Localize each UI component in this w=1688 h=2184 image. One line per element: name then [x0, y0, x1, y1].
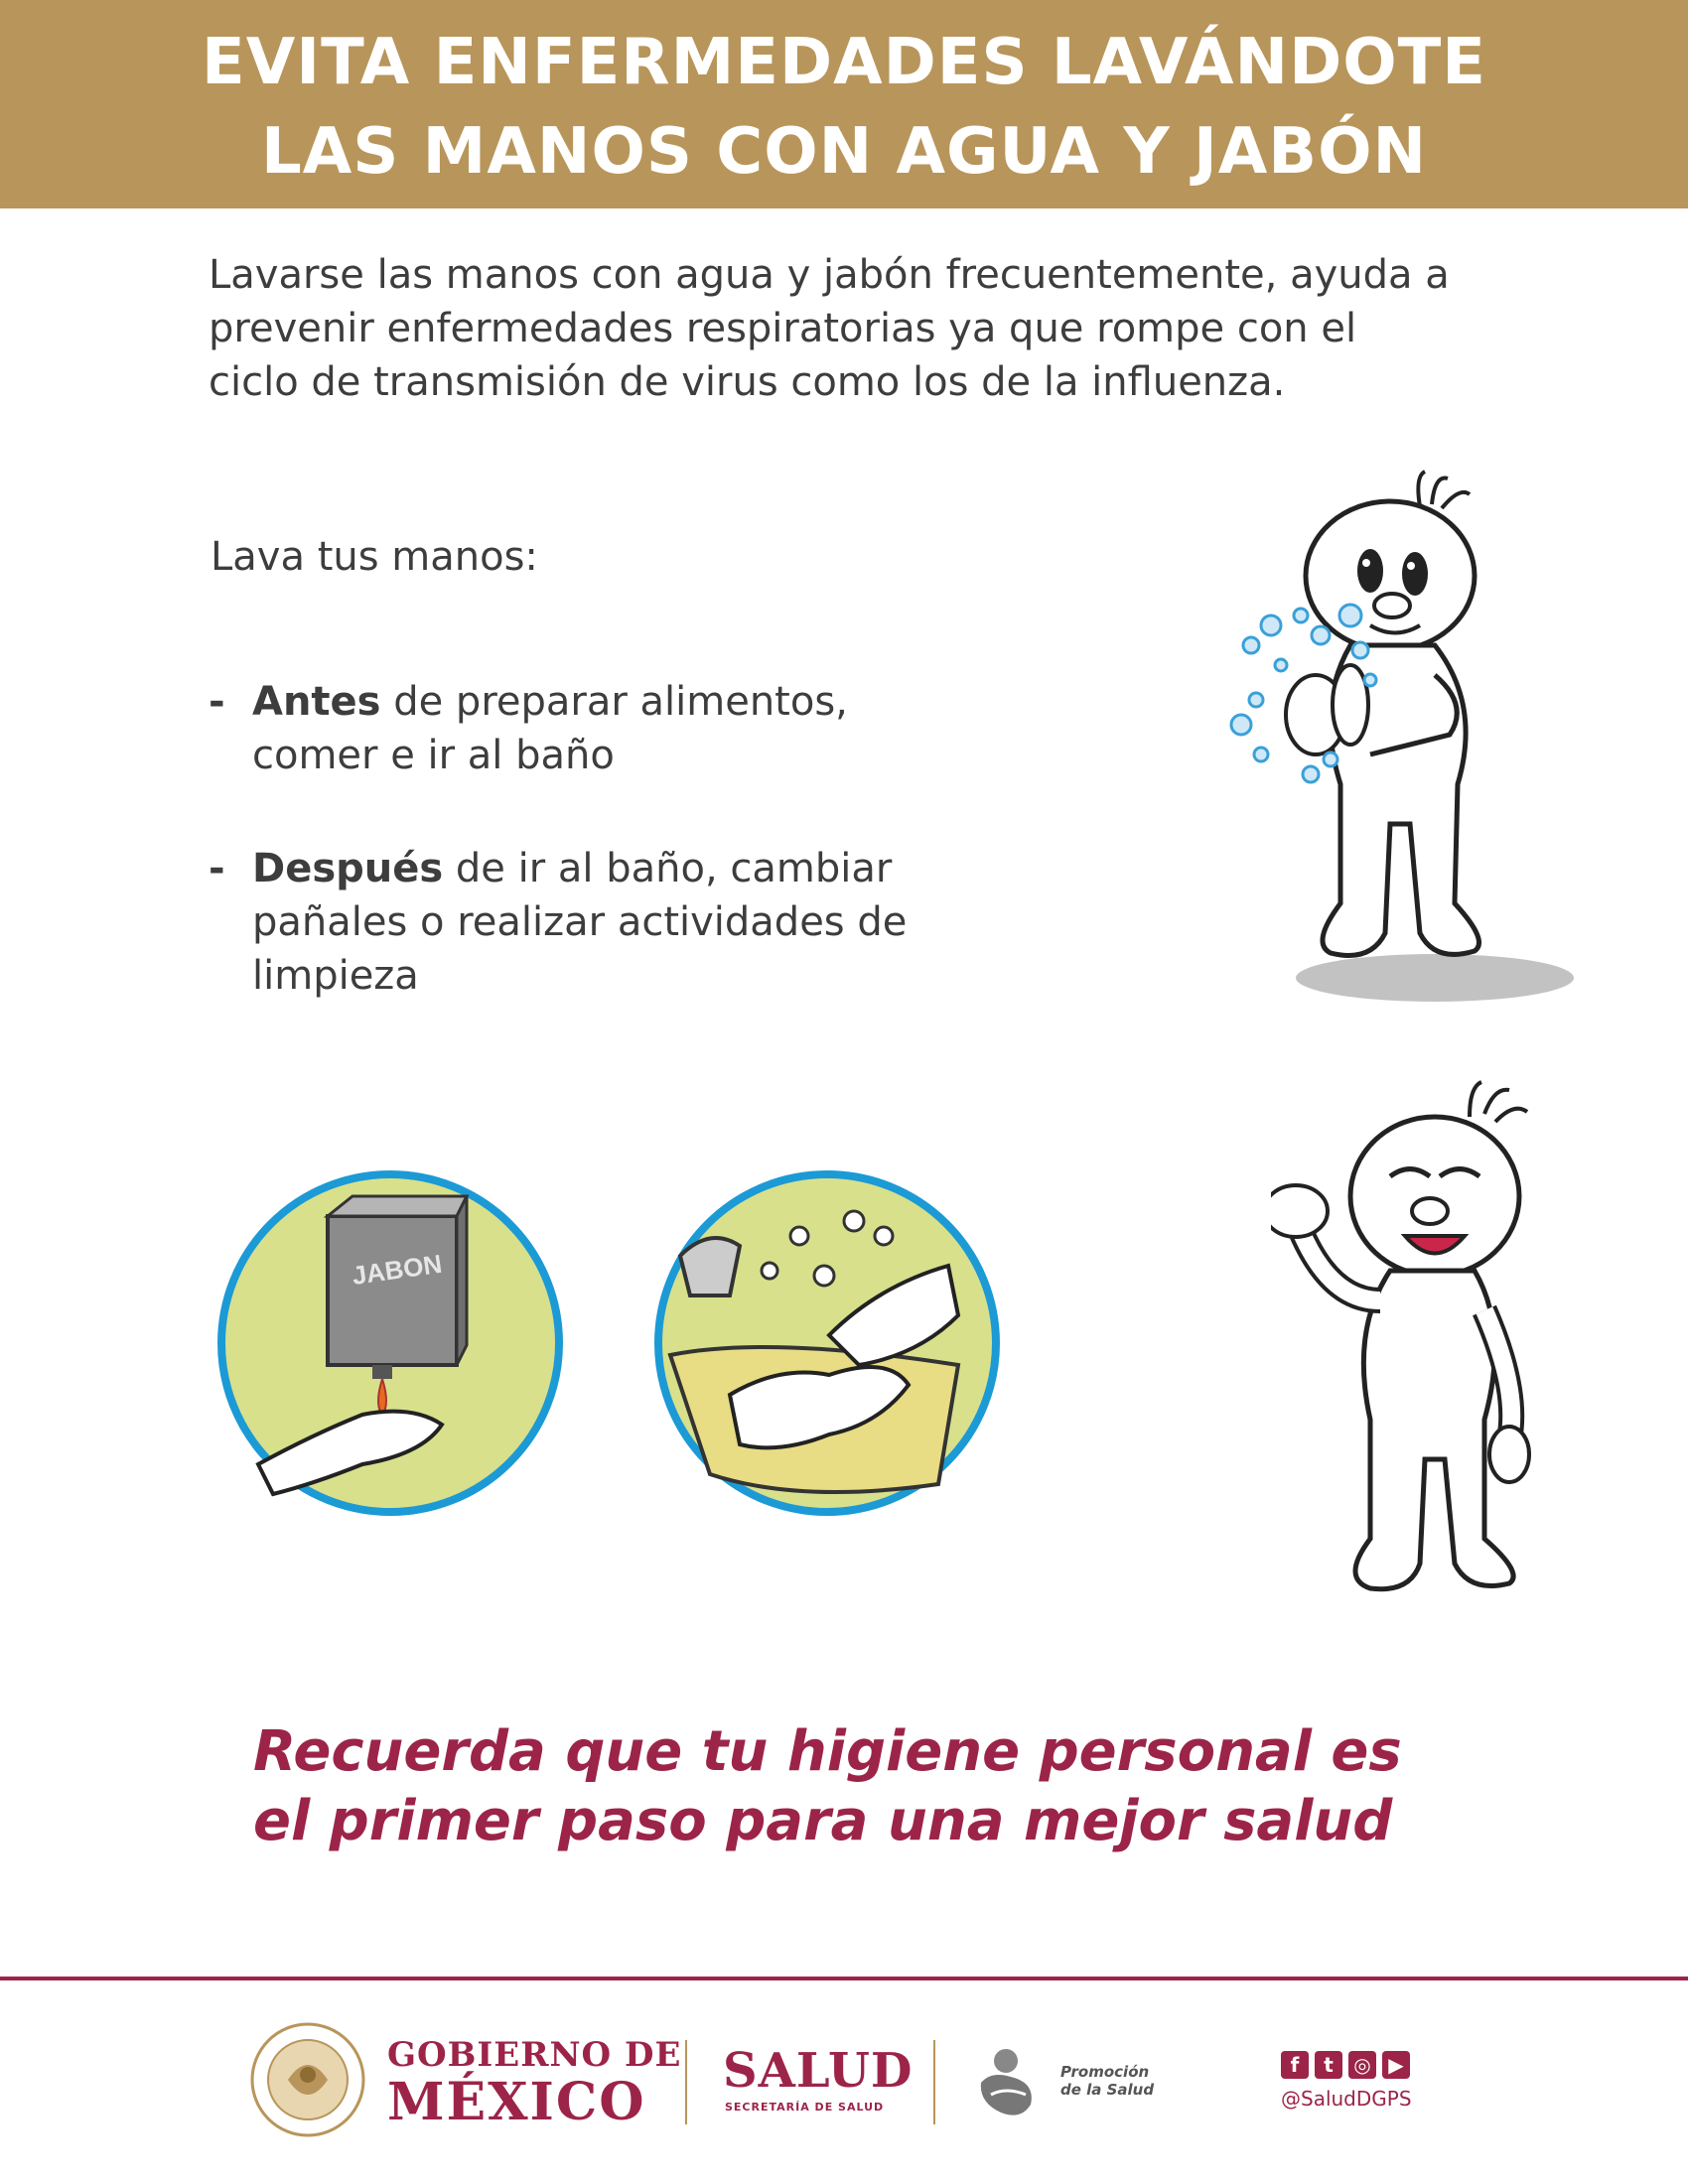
youtube-icon[interactable]: ▶ [1382, 2051, 1410, 2079]
promo-line-1: Promoción [1060, 2063, 1150, 2081]
bullet-after-bold: Después [252, 846, 444, 891]
slogan-line-2: el primer paso para una mejor salud [253, 1789, 1393, 1853]
social-icons [1281, 2051, 1410, 2079]
title-line-1: EVITA ENFERMEDADES LAVÁNDOTE [202, 26, 1486, 99]
character-washing-hands-illustration [1221, 467, 1579, 1013]
bullet-after [209, 842, 983, 1003]
bullet-before [209, 675, 983, 782]
bullet-dash: - [209, 846, 225, 891]
title-banner [0, 0, 1688, 208]
intro-paragraph: Lavarse las manos con agua y jabón frecuentemente, ayuda a prevenir enfermedades respiratorias ya que rompe con el ciclo de transmisión de virus como los de la influenza. [209, 252, 1450, 405]
gob-line-2: MÉXICO [387, 2072, 646, 2132]
promocion-salud-text [1060, 2063, 1154, 2099]
slogan [253, 1717, 1544, 1856]
footer-separator [685, 2040, 687, 2124]
facebook-icon[interactable]: f [1281, 2051, 1309, 2079]
mexico-seal-logo [248, 2020, 367, 2139]
bullet-before-bold: Antes [252, 679, 381, 725]
twitter-icon[interactable]: t [1315, 2051, 1342, 2079]
salud-subtitle: SECRETARÍA DE SALUD [725, 2101, 885, 2114]
title-line-2: LAS MANOS CON AGUA Y JABÓN [260, 115, 1428, 189]
soap-label: JABON [350, 1248, 444, 1292]
salud-logo: SALUD [723, 2043, 914, 2099]
slogan-line-1: Recuerda que tu higiene personal es [253, 1719, 1402, 1784]
bullet-dash: - [209, 679, 225, 725]
promo-line-2: de la Salud [1060, 2081, 1155, 2099]
social-handle[interactable]: @SaludDGPS [1281, 2087, 1412, 2111]
bullet-list [209, 675, 983, 1062]
footer-separator [933, 2040, 935, 2124]
bullet-after-text: de ir al baño, cambiar pañales o realizar actividades de limpieza [252, 846, 908, 999]
bullet-before-text: de preparar alimentos, comer e ir al baño [252, 679, 848, 778]
soap-dispenser-illustration [213, 1166, 567, 1520]
instagram-icon[interactable]: ◎ [1348, 2051, 1376, 2079]
footer-divider [0, 1977, 1688, 1980]
promocion-salud-logo-icon [971, 2043, 1051, 2122]
lava-heading: Lava tus manos: [211, 534, 538, 580]
character-waving-illustration [1271, 1062, 1589, 1628]
sink-washing-illustration [650, 1166, 1004, 1520]
gobierno-de-mexico-logo [387, 2035, 681, 2130]
gob-line-1: GOBIERNO DE [387, 2035, 682, 2075]
